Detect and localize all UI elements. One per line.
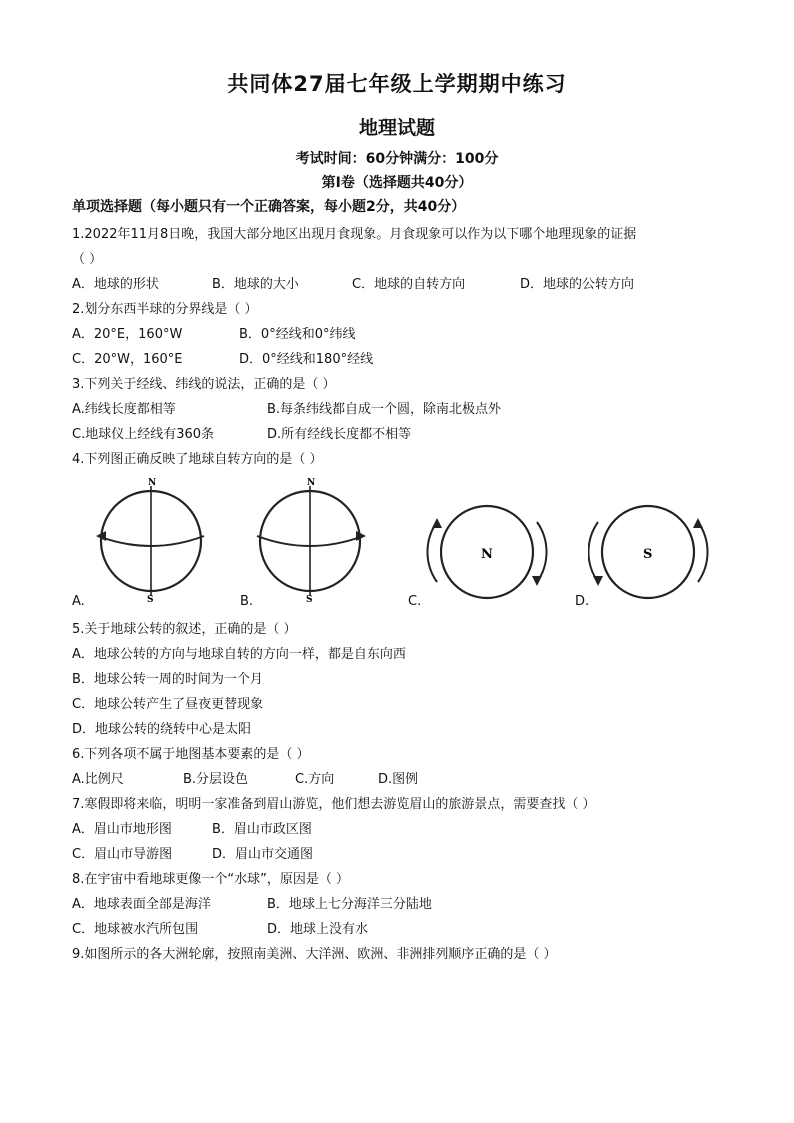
question-6-stem: 6.下列各项不属于地图基本要素的是（ ） (72, 747, 310, 762)
question-2-stem: 2.划分东西半球的分界线是（ ） (72, 302, 258, 317)
question-6-option-c: C.方向 (295, 772, 335, 787)
question-4-option-d: D. (575, 594, 590, 609)
question-7-stem: 7.寒假即将来临，明明一家准备到眉山游览，他们想去游览眉山的旅游景点，需要查找（ ） (72, 797, 596, 812)
question-5-option-b: B．地球公转一周的时间为一个月 (72, 672, 263, 687)
question-5-option-c: C．地球公转产生了昼夜更替现象 (72, 697, 264, 712)
question-4-option-c: C. (408, 594, 422, 609)
question-3-option-a: A.纬线长度都相等 (72, 402, 176, 417)
question-1-option-c: C．地球的自转方向 (352, 277, 466, 292)
volume-title: 第Ⅰ卷（选择题共40分） (321, 175, 473, 191)
question-3-option-d: D.所有经线长度都不相等 (267, 427, 412, 442)
question-7-option-b: B．眉山市政区图 (212, 822, 312, 837)
question-7-option-c: C．眉山市导游图 (72, 847, 173, 862)
polar-diagram-d (588, 496, 718, 608)
question-8-stem: 8.在宇宙中看地球更像一个“水球”，原因是（ ） (72, 872, 350, 887)
question-6-option-d: D.图例 (378, 772, 419, 787)
question-3-stem: 3.下列关于经线、纬线的说法，正确的是（ ） (72, 377, 336, 392)
question-5-stem: 5.关于地球公转的叙述，正确的是（ ） (72, 622, 297, 637)
section-title: 单项选择题（每小题只有一个正确答案，每小题2分，共40分） (72, 199, 466, 215)
question-7-option-a: A．眉山市地形图 (72, 822, 172, 837)
figure-b-south-label: S (306, 595, 313, 604)
question-9-stem: 9.如图所示的各大洲轮廓，按照南美洲、大洋洲、欧洲、非洲排列顺序正确的是（ ） (72, 947, 557, 962)
question-6-option-a: A.比例尺 (72, 772, 124, 787)
polar-diagram-c (425, 496, 555, 608)
question-2-option-b: B．0°经线和0°纬线 (239, 327, 356, 342)
question-4-option-b: B. (240, 594, 254, 609)
question-5-option-d: D．地球公转的绕转中心是太阳 (72, 722, 252, 737)
question-1-stem: 1.2022年11月8日晚，我国大部分地区出现月食现象。月食现象可以作为以下哪个地理现象的证据 (72, 227, 637, 242)
question-2-option-d: D．0°经线和180°经线 (239, 352, 374, 367)
exam-title: 共同体27届七年级上学期期中练习 (227, 72, 567, 96)
figure-a-north-label: N (148, 478, 157, 488)
question-8-option-a: A．地球表面全部是海洋 (72, 897, 211, 912)
figure-d-pole-label: S (643, 547, 653, 562)
question-1-option-b: B．地球的大小 (212, 277, 299, 292)
question-5-option-a: A．地球公转的方向与地球自转的方向一样，都是自东向西 (72, 647, 406, 662)
globe-diagram-b (250, 474, 380, 604)
question-1-option-a: A．地球的形状 (72, 277, 159, 292)
subject-title: 地理试题 (358, 117, 435, 139)
question-6-option-b: B.分层设色 (183, 772, 249, 787)
question-2-option-c: C．20°W，160°E (72, 352, 183, 367)
question-3-option-c: C.地球仪上经线有360条 (72, 427, 215, 442)
question-3-option-b: B.每条纬线都自成一个圆，除南北极点外 (267, 402, 502, 417)
exam-info: 考试时间：60分钟满分：100分 (295, 151, 499, 167)
question-8-option-d: D．地球上没有水 (267, 922, 369, 937)
globe-diagram-a (88, 474, 218, 604)
question-4-stem: 4.下列图正确反映了地球自转方向的是（ ） (72, 452, 323, 467)
figure-c-pole-label: N (481, 547, 493, 562)
question-7-option-d: D．眉山市交通图 (212, 847, 314, 862)
question-4-option-a: A. (72, 594, 85, 609)
figure-a-south-label: S (147, 595, 154, 604)
question-1-stem-cont: （ ） (72, 252, 103, 267)
question-8-option-b: B．地球上七分海洋三分陆地 (267, 897, 432, 912)
question-2-option-a: A．20°E，160°W (72, 327, 183, 342)
question-8-option-c: C．地球被水汽所包围 (72, 922, 199, 937)
figure-b-north-label: N (307, 478, 316, 488)
question-1-option-d: D．地球的公转方向 (520, 277, 635, 292)
